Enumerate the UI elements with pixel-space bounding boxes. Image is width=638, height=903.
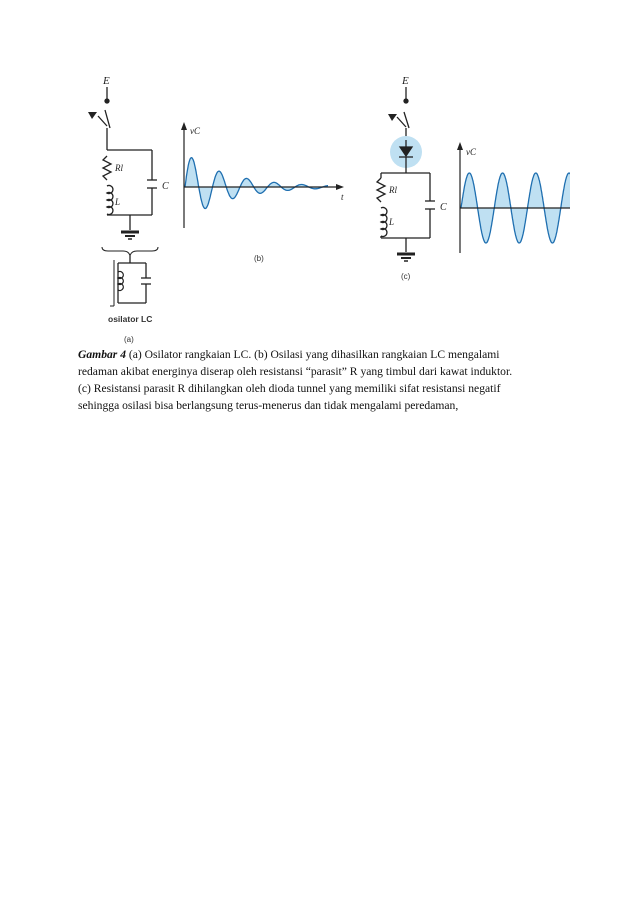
caption-line-4: sehingga osilasi bisa berlangsung terus-menerus dan tidak mengalami peredaman, xyxy=(78,399,459,412)
panel-c-y-axis-label: vC xyxy=(466,147,476,157)
panel-a-inductor-label: L xyxy=(115,197,121,207)
panel-c-capacitor-label: C xyxy=(440,202,447,213)
panel-c-resistor xyxy=(377,178,385,202)
panel-a-circuit xyxy=(88,87,158,306)
caption-line-3: (c) Resistansi parasit R dihilangkan oleh dioda tunnel yang memiliki sifat resistansi negatif xyxy=(78,382,501,395)
figure-4 xyxy=(70,70,570,345)
caption-line-1-text: (a) Osilator rangkaian LC. (b) Osilasi yang dihasilkan rangkaian LC mengalami xyxy=(126,348,500,361)
panel-a-brace xyxy=(102,247,158,256)
panel-c-inductor-label: L xyxy=(389,217,395,227)
panel-a-source-terminal xyxy=(105,99,109,103)
panel-c-tag: (c) xyxy=(401,272,411,281)
panel-a-tag: (a) xyxy=(124,335,134,344)
panel-a-bottom-label: osilator LC xyxy=(108,314,153,324)
panel-a-capacitor-label: C xyxy=(162,181,169,192)
panel-c-graph xyxy=(457,142,570,253)
panel-a-switch-arrow-icon xyxy=(88,112,97,119)
caption-line-1 xyxy=(78,346,564,363)
panel-b-wave-fill xyxy=(185,158,328,209)
caption-line-2: redaman akibat energinya diserap oleh resistansi “parasit” R yang timbul dari kawat induktor. xyxy=(78,365,513,378)
panel-a-resistor-label: Rl xyxy=(115,163,123,173)
panel-a-source-label: E xyxy=(103,75,110,87)
panel-c-switch xyxy=(397,117,406,127)
panel-b-tag: (b) xyxy=(254,254,264,263)
panel-c-inductor xyxy=(381,208,387,237)
panel-b-graph xyxy=(181,122,344,228)
panel-c-resistor-label: Rl xyxy=(389,185,397,195)
panel-a-small-inductor xyxy=(118,272,123,291)
panel-b-y-arrow-icon xyxy=(181,122,187,130)
panel-b-y-axis-label: vC xyxy=(190,126,200,136)
panel-a-resistor xyxy=(103,156,111,180)
figure-caption xyxy=(78,346,564,414)
panel-c-y-arrow-icon xyxy=(457,142,463,150)
panel-b-x-arrow-icon xyxy=(336,184,344,190)
panel-c-circuit xyxy=(377,87,435,261)
caption-lead: Gambar 4 xyxy=(78,348,126,361)
panel-a-switch xyxy=(98,116,107,126)
panel-c-source-label: E xyxy=(402,75,409,87)
panel-a-inductor xyxy=(107,186,113,215)
panel-c-switch-arrow-icon xyxy=(388,114,397,121)
panel-b-x-axis-label: t xyxy=(341,192,344,202)
figure-svg xyxy=(70,70,570,345)
